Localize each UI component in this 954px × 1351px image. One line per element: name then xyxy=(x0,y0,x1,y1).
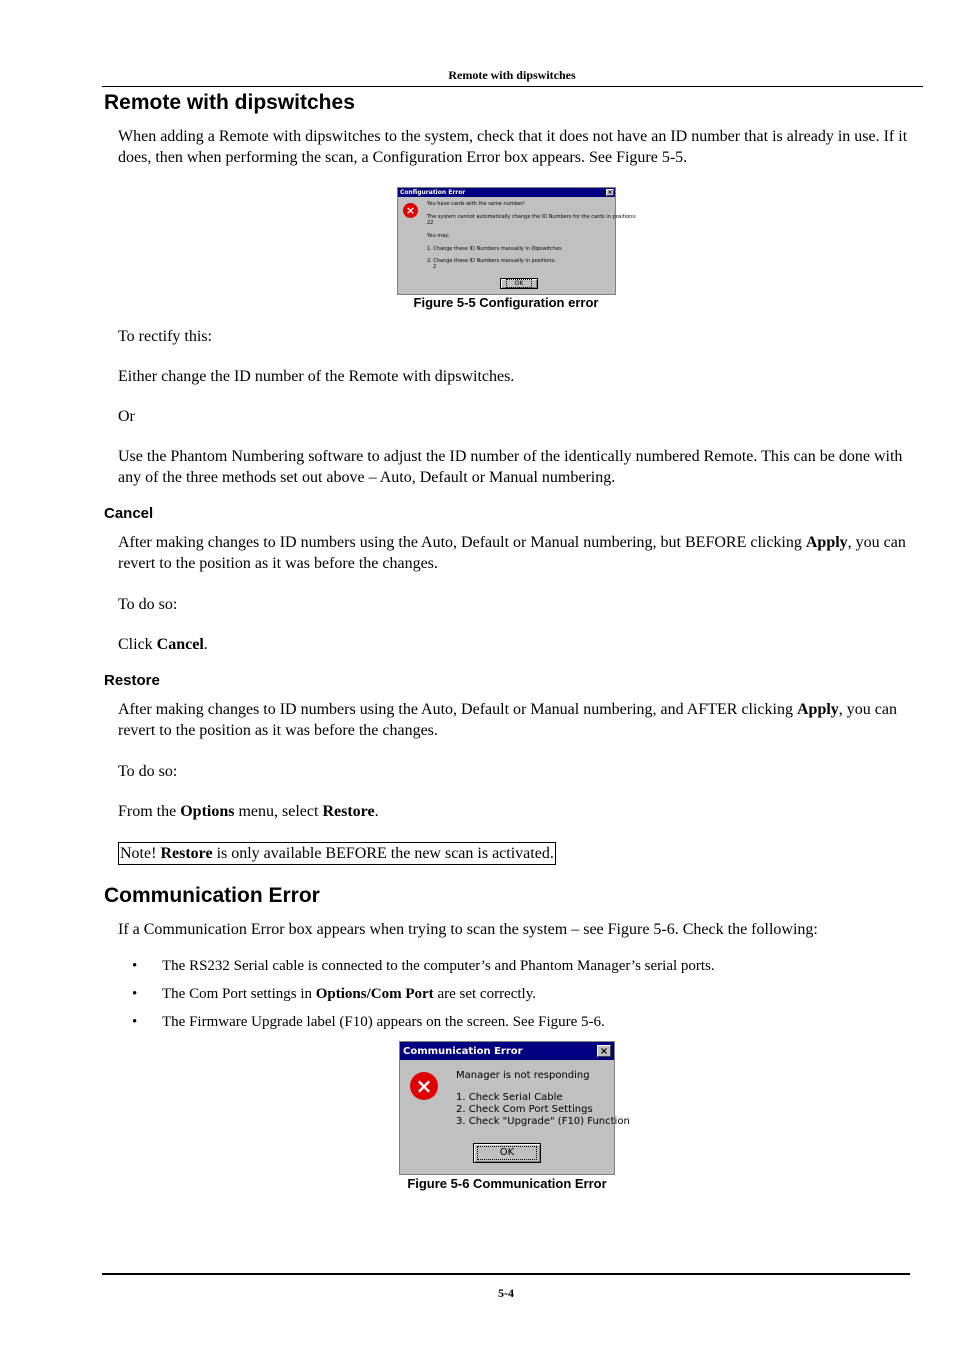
bullet: • xyxy=(132,958,138,974)
text-span: After making changes to ID numbers using the Auto, Default or Manual numbering, and AFTER clicking xyxy=(118,701,797,718)
dialog-message-line: 2. Check Com Port Settings xyxy=(456,1104,593,1115)
communication-intro: If a Communication Error box appears when trying to scan the system – see Figure 5-6. Check the following: xyxy=(118,921,818,938)
list-item xyxy=(118,952,908,980)
intro-paragraph: When adding a Remote with dipswitches to the system, check that it does not have an ID number that is already in use. If it does, then when performing the scan, a Configuration Error box appears. See Figure 5-5. xyxy=(118,128,908,166)
restore-term: Restore xyxy=(322,803,375,820)
running-header: Remote with dipswitches xyxy=(448,68,576,82)
apply-term: Apply xyxy=(796,701,839,718)
error-icon: × xyxy=(403,203,418,218)
ok-button[interactable] xyxy=(500,278,538,289)
dialog-titlebar xyxy=(400,1042,614,1060)
ok-button[interactable] xyxy=(473,1143,541,1163)
communication-error-dialog xyxy=(399,1041,630,1175)
subheading-restore: Restore xyxy=(104,672,160,689)
dialog-message-line: 1. Check Serial Cable xyxy=(456,1092,563,1103)
ok-button-label: OK xyxy=(506,279,533,288)
text-span: Click xyxy=(118,636,157,653)
note-box xyxy=(118,842,556,865)
figure-caption-5-6: Figure 5-6 Communication Error xyxy=(407,1176,607,1191)
rectify-paragraph: To rectify this: xyxy=(118,328,212,345)
text-span: Note! xyxy=(120,845,161,862)
text-span: . xyxy=(203,636,208,653)
bullet: • xyxy=(132,1014,138,1030)
text-span: The Firmware Upgrade label (F10) appears on the screen. See Figure 5-6. xyxy=(162,1014,605,1030)
phantom-numbering-paragraph: Use the Phantom Numbering software to adjust the ID number of the identically numbered Remote. This can be done with any of the three methods set out above – Auto, Default or Manual numbering. xyxy=(118,448,903,486)
com-port-term: Com Port xyxy=(370,986,434,1002)
apply-term: Apply xyxy=(805,534,848,551)
restore-term: Restore xyxy=(160,845,213,862)
dialog-title: Configuration Error xyxy=(400,189,466,196)
checklist xyxy=(118,952,908,1036)
footer-rule xyxy=(102,1273,910,1275)
section-heading-remote: Remote with dipswitches xyxy=(104,91,355,114)
list-item xyxy=(118,980,908,1008)
options-term: Options xyxy=(180,803,235,820)
subheading-cancel: Cancel xyxy=(104,505,154,522)
dialog-message-line: Manager is not responding xyxy=(456,1070,590,1081)
dialog-message-line: 2 xyxy=(433,264,437,270)
slash: / xyxy=(366,986,371,1002)
either-paragraph: Either change the ID number of the Remote with dipswitches. xyxy=(118,368,515,385)
text-span: The Com Port settings in xyxy=(162,986,316,1002)
dialog-message-line: 3. Check "Upgrade" (F10) Function xyxy=(456,1116,630,1127)
close-icon[interactable]: × xyxy=(607,189,613,196)
dialog-titlebar xyxy=(398,188,615,197)
restore-todo: To do so: xyxy=(118,763,178,780)
dialog-message-line: 2. Change these ID Numbers manually in positions: xyxy=(427,258,556,264)
bullet: • xyxy=(132,986,138,1002)
cancel-todo: To do so: xyxy=(118,596,178,613)
page-number: 5-4 xyxy=(498,1286,514,1300)
options-term: Options xyxy=(315,986,367,1002)
text-span: The RS232 Serial cable is connected to the computer’s and Phantom Manager’s serial ports. xyxy=(162,958,715,974)
text-span: are set correctly. xyxy=(433,986,536,1002)
text-span: . xyxy=(374,803,379,820)
text-span: menu, select xyxy=(234,803,323,820)
error-icon: × xyxy=(410,1072,438,1100)
text-span: is only available BEFORE the new scan is activated. xyxy=(212,845,554,862)
text-span: After making changes to ID numbers using the Auto, Default or Manual numbering, but BEFORE clicking xyxy=(118,534,806,551)
header-rule xyxy=(102,86,923,87)
ok-button-label: OK xyxy=(477,1146,537,1160)
cancel-term: Cancel xyxy=(156,636,204,653)
close-icon[interactable]: × xyxy=(597,1045,611,1057)
section-heading-communication-error: Communication Error xyxy=(104,884,320,907)
text-span: From the xyxy=(118,803,181,820)
dialog-message-line: 22 xyxy=(427,220,434,226)
dialog-message-line: The system cannot automatically change the ID Numbers for the cards in positions: xyxy=(427,214,637,220)
dialog-message-line: 1. Change these ID Numbers manually in Dipswitches xyxy=(427,246,562,252)
cancel-paragraph xyxy=(118,532,908,574)
text-span: , you can revert to the position as it was before the changes. xyxy=(118,534,906,572)
restore-instruction xyxy=(118,801,908,822)
dialog-title: Communication Error xyxy=(403,1045,523,1057)
cancel-instruction xyxy=(118,634,908,655)
note-line xyxy=(118,842,908,865)
restore-paragraph xyxy=(118,699,908,741)
configuration-error-dialog xyxy=(397,187,637,295)
dialog-message-line: You have cards with the same number! xyxy=(427,201,525,207)
dialog-message-line: You may: xyxy=(427,233,450,239)
list-item xyxy=(118,1008,908,1036)
or-paragraph: Or xyxy=(118,408,135,425)
text-span: , you can revert to the position as it was before the changes. xyxy=(118,701,897,739)
figure-caption-5-5: Figure 5-5 Configuration error xyxy=(413,295,599,310)
